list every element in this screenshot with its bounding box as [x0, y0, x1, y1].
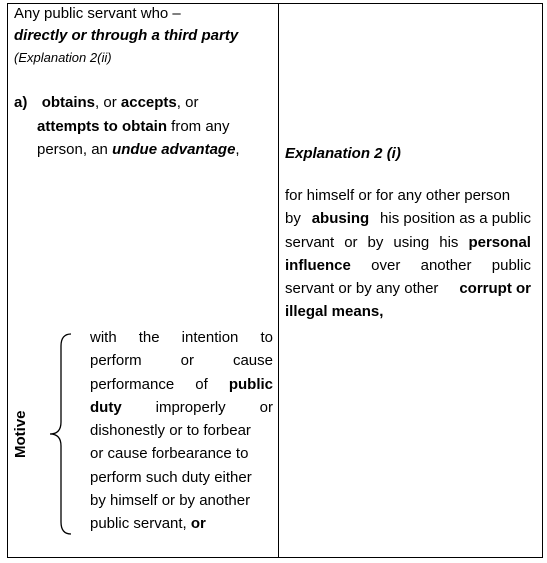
motive-line: perform or cause: [90, 352, 273, 370]
undue-advantage-term: undue advantage: [112, 141, 236, 158]
obtains-term: obtains: [41, 94, 96, 111]
column-divider: [278, 3, 279, 558]
attempts-term: attempts to obtain: [37, 118, 167, 135]
motive-line: performance of public: [90, 375, 273, 393]
connector-2: , or: [176, 94, 199, 111]
clause-a-line-1: [14, 92, 198, 114]
motive-line: or cause forbearance to: [90, 445, 249, 463]
body-line-last: illegal means,: [285, 303, 384, 321]
motive-label: Motive: [12, 410, 29, 458]
motive-line-last: public servant, or: [90, 515, 206, 533]
body-line: influence over another public: [285, 256, 531, 274]
explanation-reference: (Explanation 2(ii): [14, 50, 112, 65]
motive-line: by himself or by another: [90, 492, 251, 510]
curly-brace-icon: [44, 332, 74, 536]
accepts-term: accepts: [120, 94, 177, 111]
directly-clause: directly or through a third party: [14, 27, 239, 44]
body-line: for himself or for any other person: [285, 187, 511, 204]
motive-line: duty improperly or: [90, 398, 273, 416]
motive-paragraph: [90, 326, 273, 536]
body-line: by abusing his position as a public: [285, 210, 531, 228]
motive-line: with the intention to: [90, 329, 273, 346]
clause-letter: a): [14, 94, 28, 111]
explanation-title: Explanation 2 (i): [285, 145, 401, 162]
clause-a-line-3: [37, 139, 240, 161]
connector-1: , or: [95, 94, 117, 111]
trailing-comma: ,: [235, 141, 240, 158]
motive-line: dishonestly or to forbear: [90, 422, 251, 440]
person-text: person, an: [37, 141, 113, 158]
body-line: servant or by using his personal: [285, 233, 531, 251]
clause-a-line-2: [37, 116, 230, 138]
explanation-body: [285, 184, 531, 324]
from-any-text: from any: [167, 118, 230, 135]
body-line: servant or by any other corrupt or: [285, 280, 531, 298]
intro-text: Any public servant who –: [14, 5, 181, 22]
motive-line: perform such duty either: [90, 468, 252, 486]
